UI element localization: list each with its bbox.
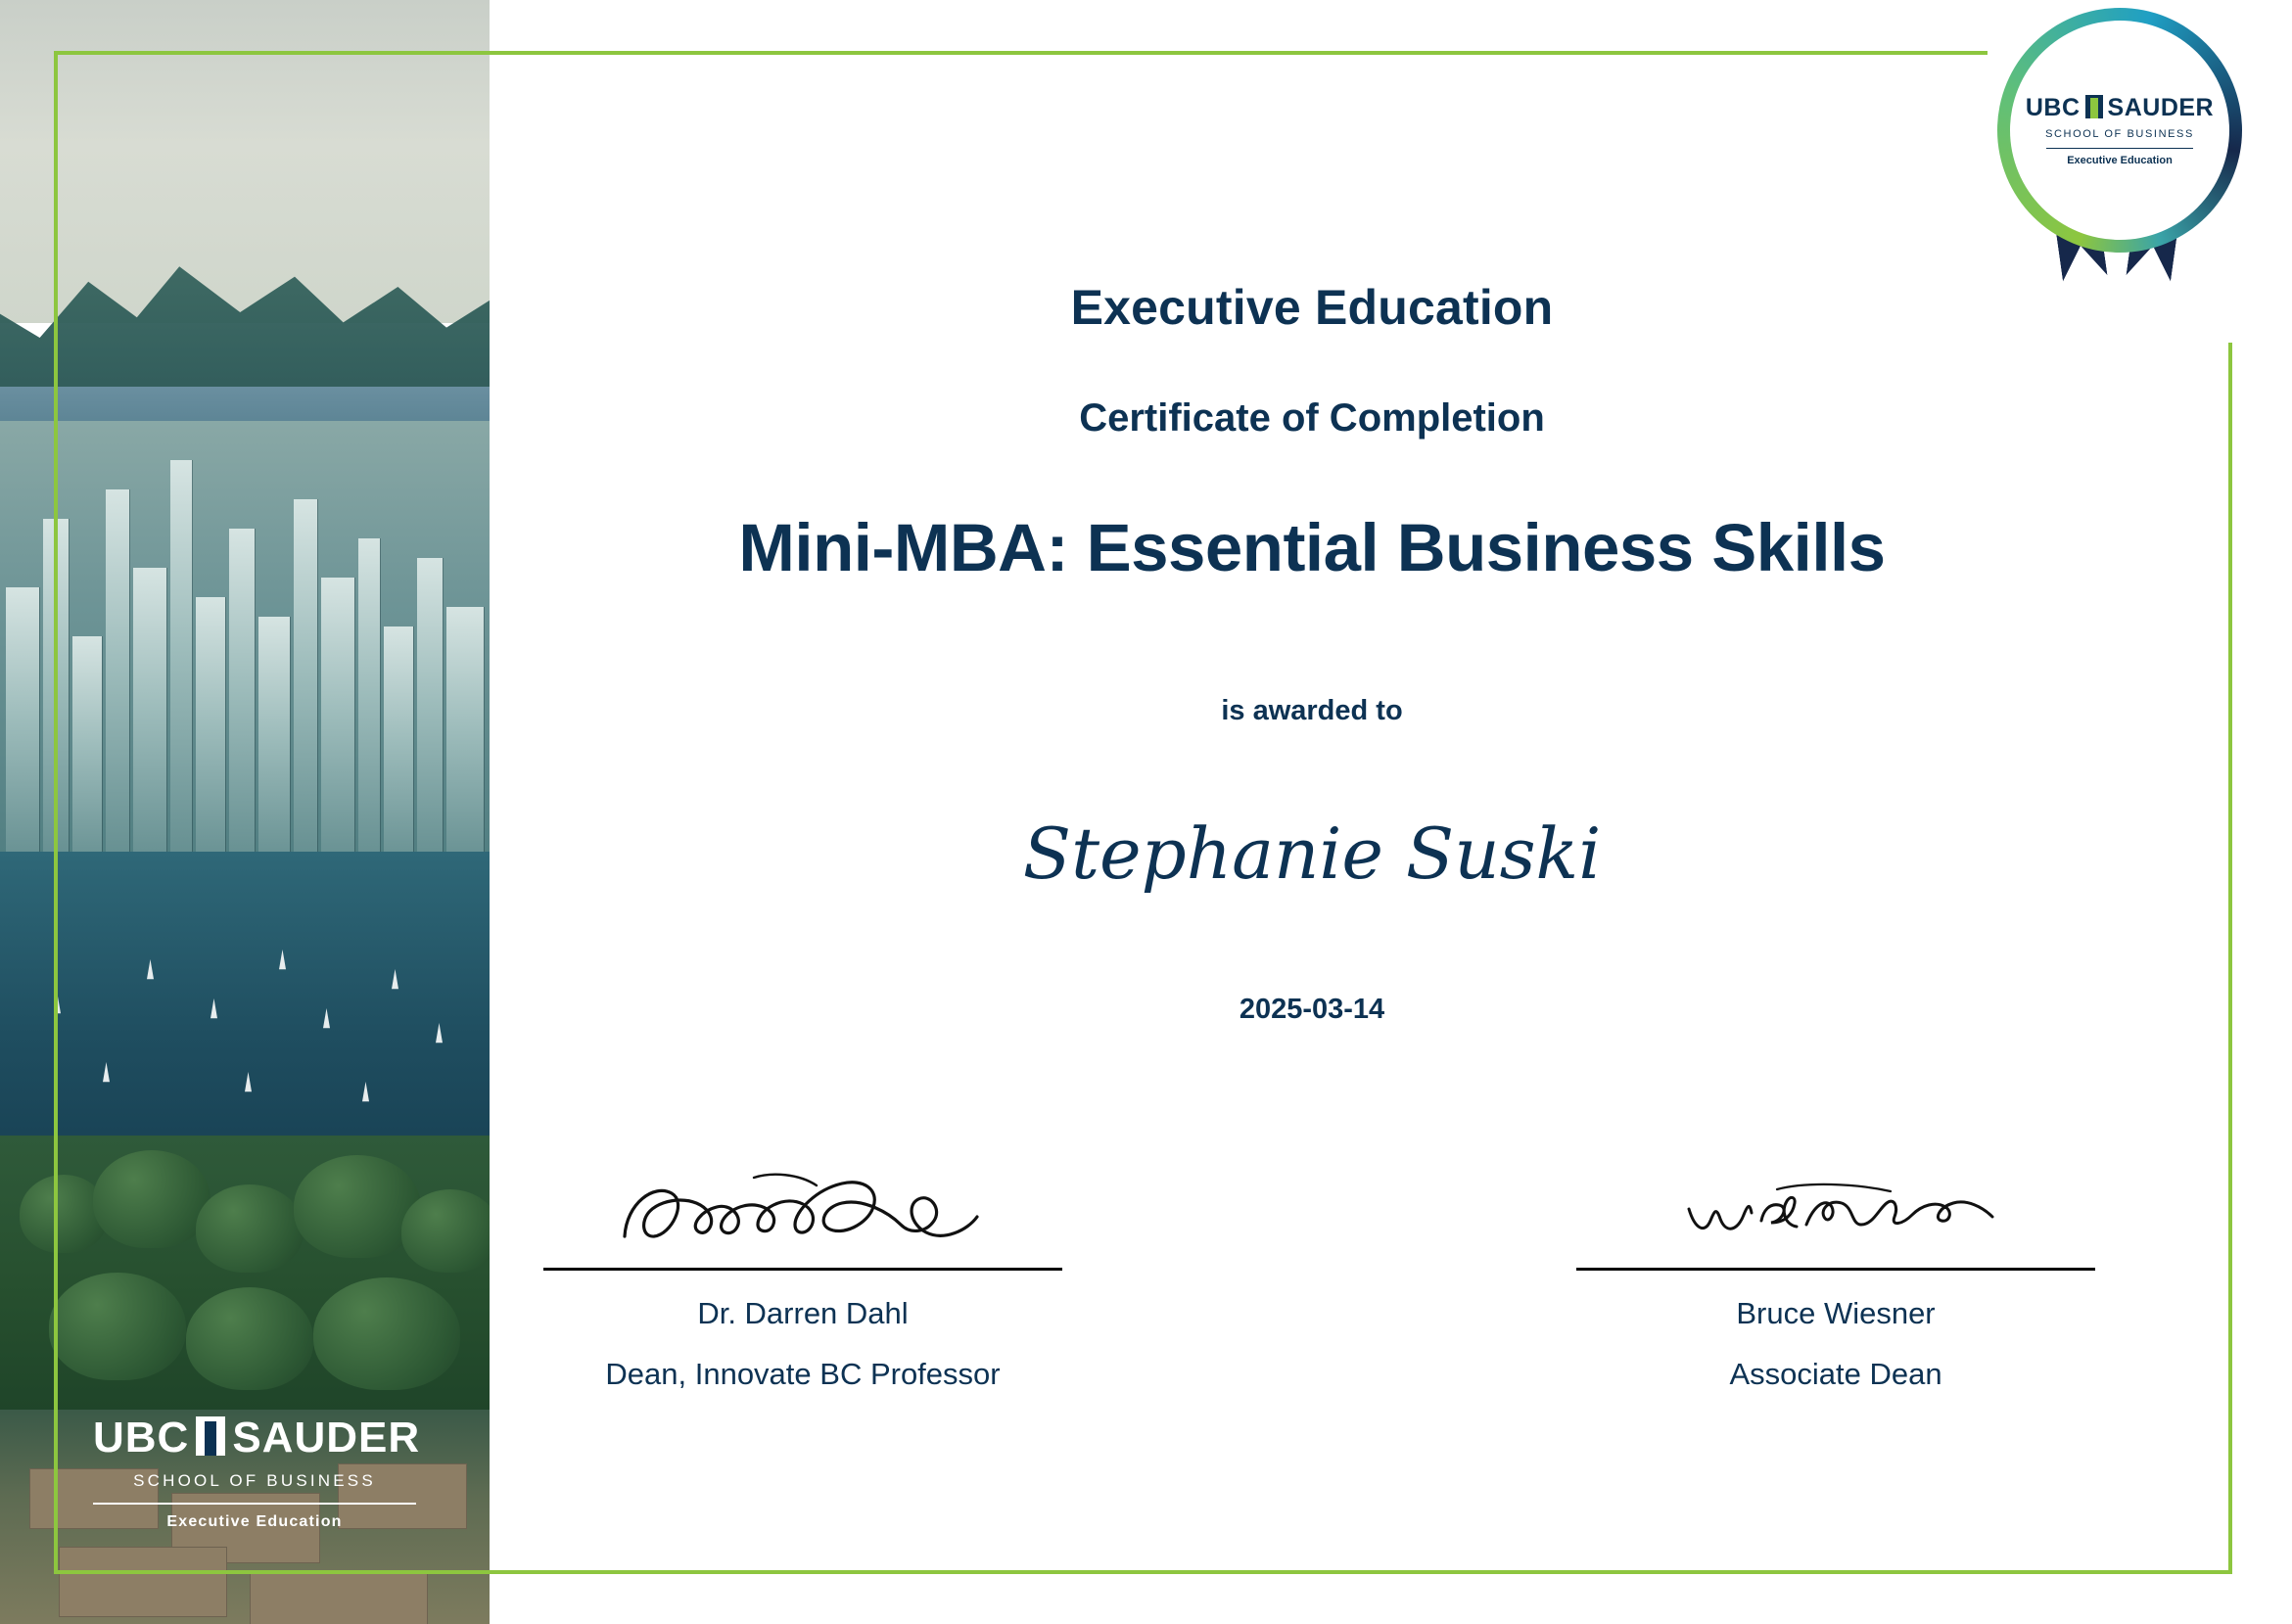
signature-block-left bbox=[543, 1160, 1062, 1392]
seal-ring-icon bbox=[1997, 8, 2242, 253]
seal-ubc-text: UBC bbox=[2025, 93, 2081, 121]
pillar-icon bbox=[196, 1416, 225, 1456]
photo-park-trees bbox=[0, 1136, 490, 1429]
signature-mark-bruce-wiesner bbox=[1576, 1160, 2095, 1268]
signature-block-right bbox=[1576, 1160, 2095, 1392]
signatory-role-right: Associate Dean bbox=[1729, 1357, 1942, 1391]
pillar-icon bbox=[2085, 95, 2103, 118]
completion-date: 2025-03-14 bbox=[1239, 994, 1385, 1025]
signatory-name-right: Bruce Wiesner bbox=[1736, 1296, 1936, 1330]
seal-school-line: SCHOOL OF BUSINESS bbox=[2045, 127, 2194, 140]
seal-sauder-text: SAUDER bbox=[2107, 93, 2215, 121]
logo-wordmark bbox=[93, 1414, 421, 1462]
photo-harbour-water bbox=[0, 852, 490, 1184]
photo-city-buildings bbox=[0, 421, 490, 881]
ubc-sauder-logo-photo bbox=[93, 1414, 421, 1531]
signature-rule-left bbox=[543, 1268, 1062, 1271]
seal-inner-logo bbox=[2010, 21, 2229, 240]
signature-mark-darren-dahl bbox=[543, 1160, 1062, 1268]
recipient-name: Stephanie Suski bbox=[1022, 812, 1602, 895]
seal-unit-line: Executive Education bbox=[2067, 155, 2173, 167]
signature-rule-right bbox=[1576, 1268, 2095, 1271]
program-eyebrow: Executive Education bbox=[1070, 280, 1554, 335]
logo-divider bbox=[93, 1503, 416, 1505]
page-title: Mini-MBA: Essential Business Skills bbox=[738, 510, 1886, 585]
certificate-subtitle: Certificate of Completion bbox=[1079, 396, 1545, 440]
photo-sky bbox=[0, 0, 490, 323]
logo-school-line: SCHOOL OF BUSINESS bbox=[133, 1471, 376, 1490]
logo-sauder-text: SAUDER bbox=[232, 1414, 421, 1462]
seal-divider bbox=[2046, 148, 2193, 150]
vancouver-skyline-photo bbox=[0, 0, 490, 1624]
awarded-to-label: is awarded to bbox=[1221, 695, 1403, 726]
signatory-role-left: Dean, Innovate BC Professor bbox=[605, 1357, 1001, 1391]
logo-ubc-text: UBC bbox=[93, 1414, 190, 1462]
certificate-seal bbox=[1992, 0, 2257, 294]
seal-wordmark bbox=[2026, 94, 2214, 122]
logo-unit-line: Executive Education bbox=[166, 1513, 343, 1530]
signatory-name-left: Dr. Darren Dahl bbox=[697, 1296, 909, 1330]
